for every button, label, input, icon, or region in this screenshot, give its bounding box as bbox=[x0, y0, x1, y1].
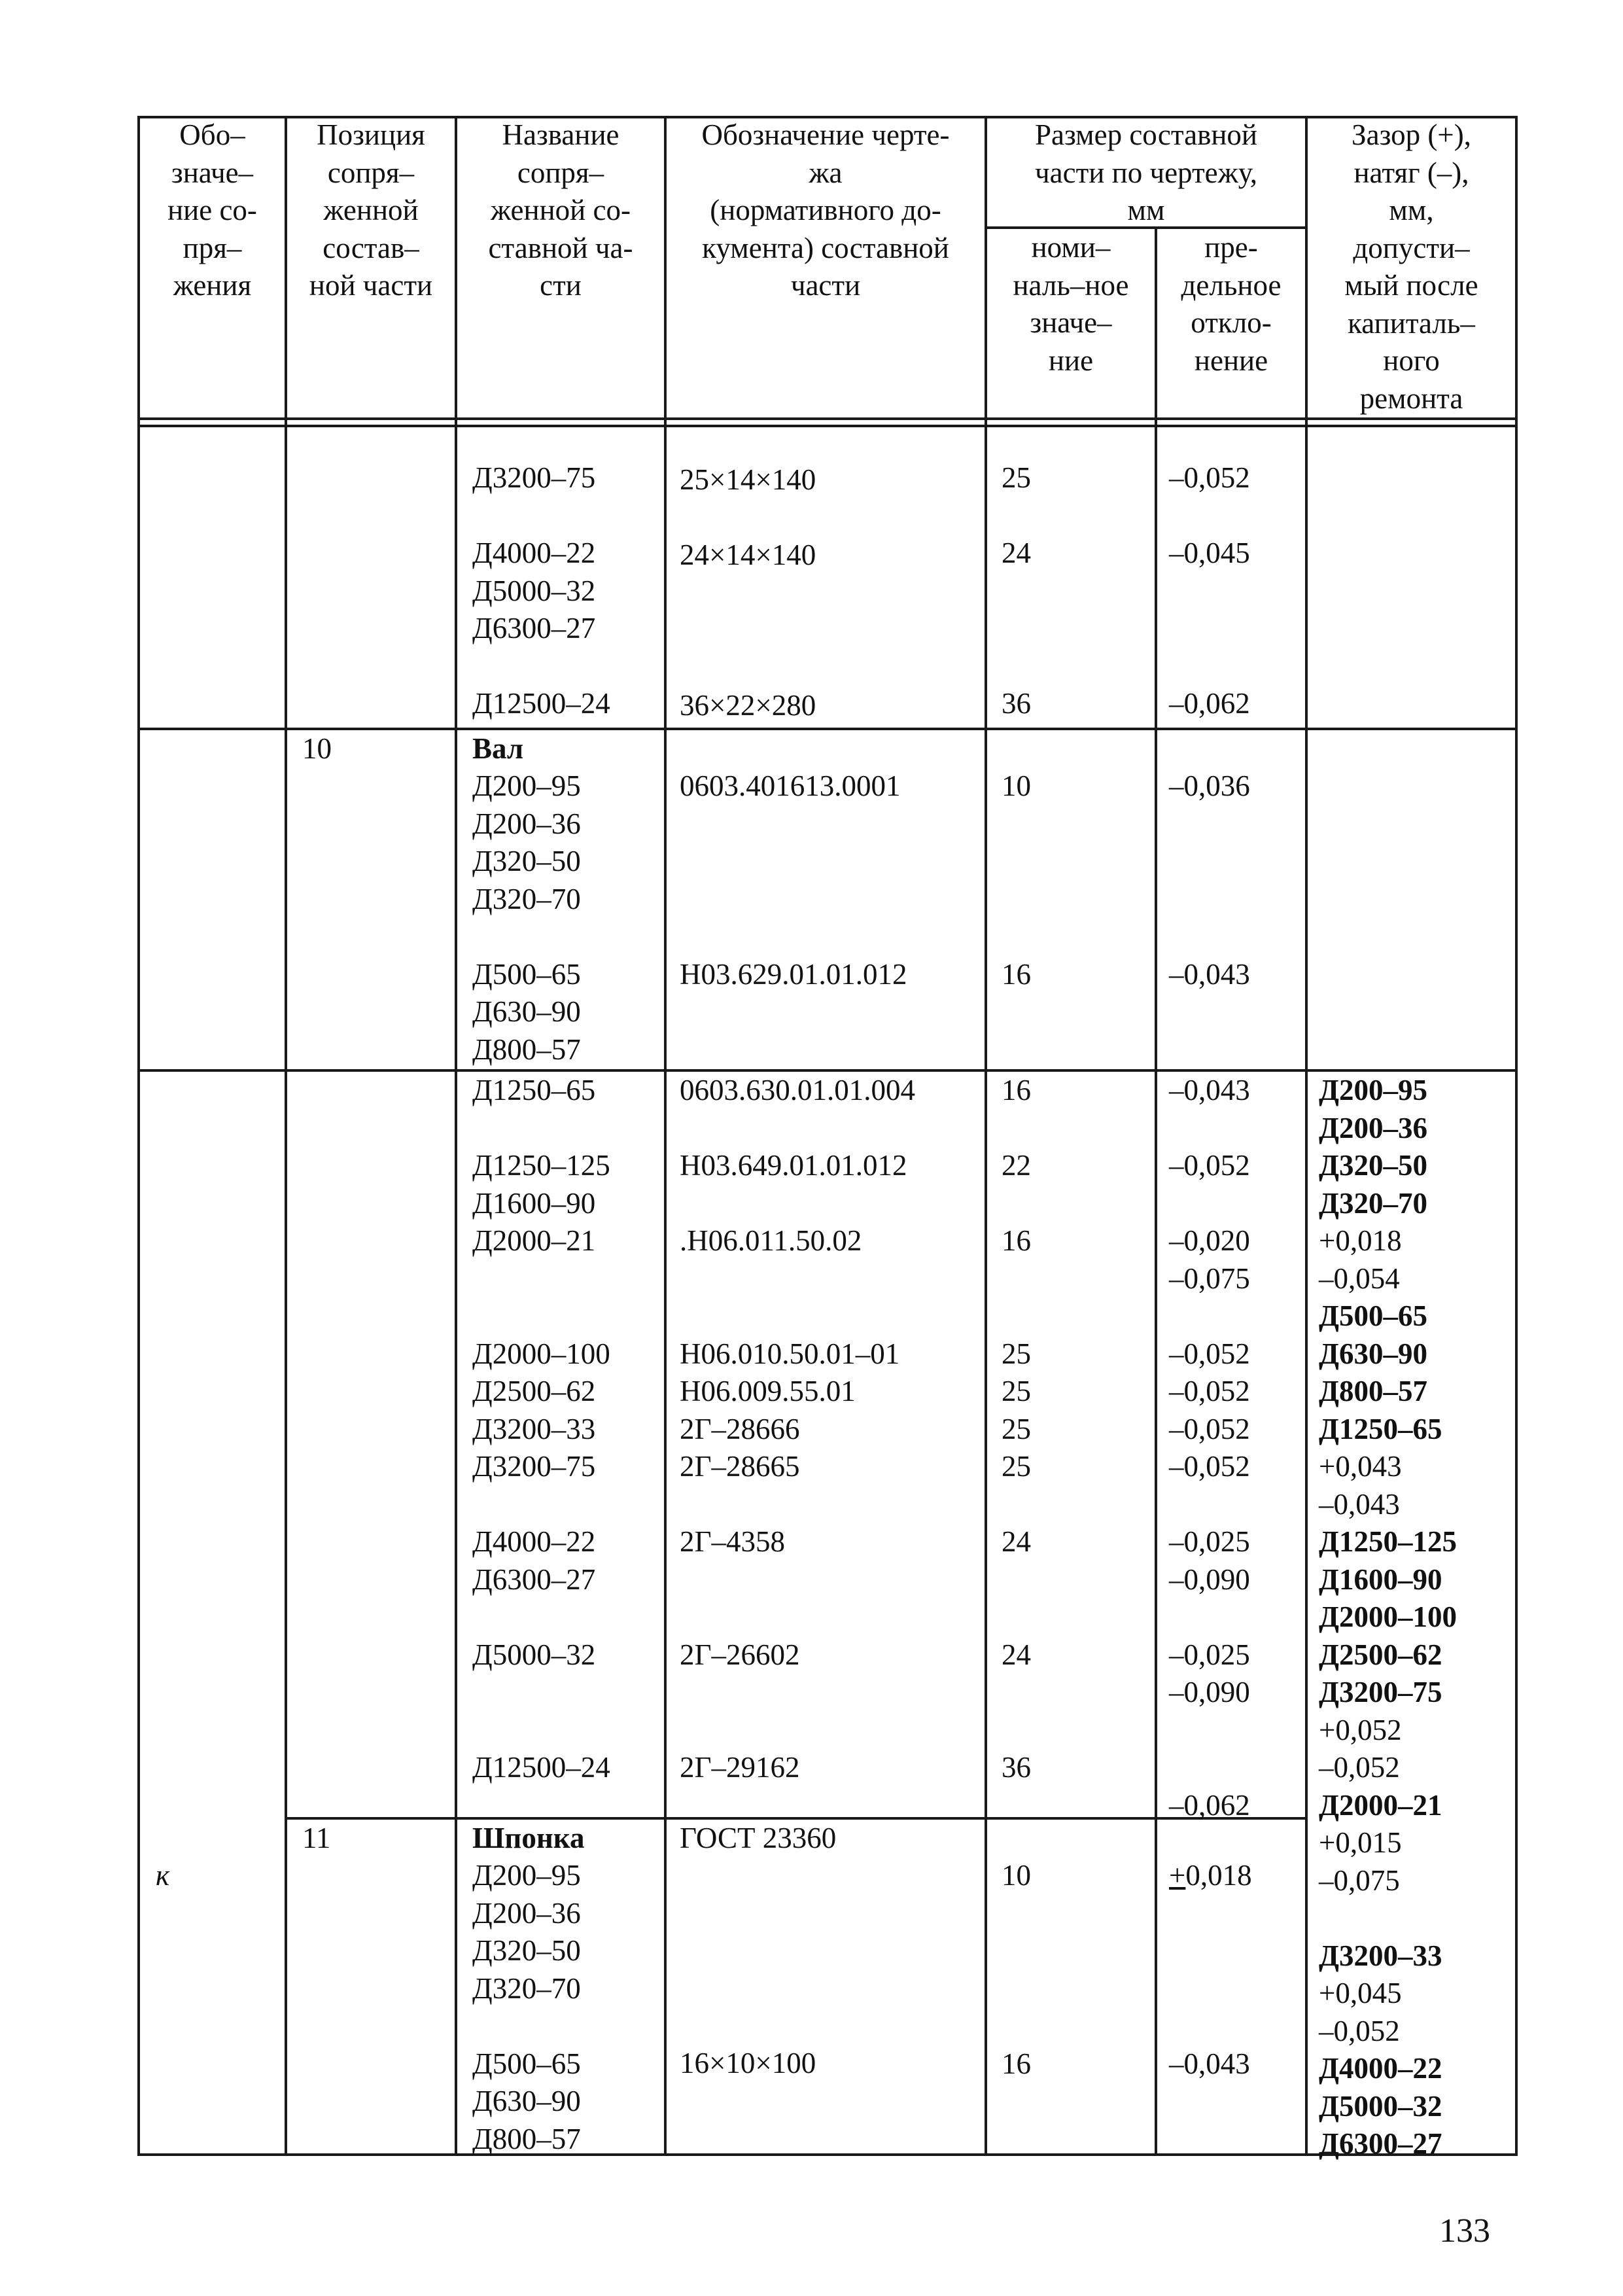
clearance-line: Д3200–75 bbox=[1319, 1676, 1442, 1708]
section4-nominal-values: 10 16 bbox=[1002, 1859, 1031, 2080]
clearance-line: Д320–70 bbox=[1319, 1186, 1427, 1220]
clearance-line: Д2000–100 bbox=[1319, 1600, 1457, 1633]
header-part-name: Название сопря– женной со- ставной ча- сти bbox=[488, 118, 633, 302]
section1-part-names: Д3200–75 Д4000–22 Д5000–32 Д6300–27 Д12500–24 bbox=[472, 461, 610, 720]
clearance-line: Д5000–32 bbox=[1319, 2089, 1442, 2123]
clearance-line: –0,075 bbox=[1319, 1863, 1400, 1897]
clearance-line: –0,054 bbox=[1319, 1262, 1400, 1295]
section3-part-names: Д1250–65 Д1250–125 Д1600–90 Д2000–21 Д2000–100 Д2500–62 Д3200–33 Д3200–75 Д4000–22 Д6300–27 Д5000–32 Д12500–24 bbox=[472, 1074, 610, 1784]
clearance-line: Д3200–33 bbox=[1319, 1939, 1442, 1972]
header-drawing-designation: Обозначение черте- жа (нормативного до- кумента) составной части bbox=[701, 118, 950, 302]
header-nominal-value: номи– наль–ное значе– ние bbox=[1013, 231, 1129, 377]
section4-part-names: Д200–95 Д200–36 Д320–50 Д320–70 Д500–65 Д630–90 Д800–57 bbox=[472, 1859, 581, 2155]
header-clearance-interference: Зазор (+), натяг (–), мм, допусти– мый после капиталь– ного ремонта bbox=[1344, 118, 1478, 415]
clearance-line: Д800–57 bbox=[1319, 1375, 1427, 1407]
clearance-line: Д1250–125 bbox=[1319, 1525, 1457, 1558]
clearance-line: +0,043 bbox=[1319, 1450, 1402, 1483]
header-size-by-drawing: Размер составной части по чертежу, мм bbox=[1034, 118, 1257, 226]
clearance-line: –0,052 bbox=[1319, 2014, 1400, 2047]
clearance-line: Д4000–22 bbox=[1319, 2052, 1442, 2085]
section2-part-name: Вал bbox=[472, 732, 524, 765]
clearance-line: Д200–36 bbox=[1319, 1111, 1427, 1144]
section4-key-size: 16×10×100 bbox=[680, 2047, 816, 2079]
clearance-line: Д630–90 bbox=[1319, 1337, 1427, 1370]
section2-part-names: Д200–95 Д200–36 Д320–50 Д320–70 Д500–65 Д630–90 Д800–57 bbox=[472, 769, 581, 1066]
section4-part-name: Шпонка bbox=[472, 1822, 585, 1854]
section2-deviations: –0,036 –0,043 bbox=[1169, 769, 1250, 991]
section3-deviations: –0,043 –0,052 –0,020 –0,075 –0,052 –0,052 –0,052 –0,052 –0,025 –0,090 –0,025 –0,090 –0,062 bbox=[1169, 1074, 1250, 1822]
clearance-line: –0,043 bbox=[1319, 1487, 1400, 1521]
clearance-line: Д500–65 bbox=[1319, 1299, 1427, 1332]
page-number: 133 bbox=[1439, 2212, 1490, 2250]
clearance-line: Д2500–62 bbox=[1319, 1638, 1442, 1671]
section2-nominal-values: 10 16 bbox=[1002, 769, 1031, 991]
clearance-line: –0,052 bbox=[1319, 1751, 1400, 1784]
clearance-line: Д6300–27 bbox=[1319, 2127, 1442, 2160]
clearance-line: Д1250–65 bbox=[1319, 1412, 1442, 1445]
deviation-value: 0,018 bbox=[1185, 1859, 1252, 1892]
section1-deviations: –0,052 –0,045 –0,062 bbox=[1169, 461, 1250, 720]
header-mate-position: Позиция сопря– женной состав– ной части bbox=[309, 118, 433, 302]
plus-minus-sign: + bbox=[1169, 1859, 1186, 1892]
header-limit-deviation: пре- дельное откло- нение bbox=[1181, 231, 1282, 377]
section4-standard: ГОСТ 23360 bbox=[680, 1822, 837, 1854]
section2-drawings: 0603.401613.0001 Н03.629.01.01.012 bbox=[680, 769, 907, 991]
clearance-line: Д320–50 bbox=[1319, 1149, 1427, 1182]
section3-drawings: 0603.630.01.01.004 Н03.649.01.01.012 .Н06.011.50.02 Н06.010.50.01–01 Н06.009.55.01 2Г–28666 2Г–28665 2Г–4358 2Г–26602 2Г–29162 bbox=[680, 1074, 915, 1784]
header-mate-designation: Обо– значе– ние со- пря– жения bbox=[167, 118, 257, 302]
clearance-line: +0,018 bbox=[1319, 1224, 1402, 1257]
section1-nominal-values: 25 24 36 bbox=[1002, 461, 1031, 720]
clearance-line: +0,015 bbox=[1319, 1826, 1402, 1859]
clearance-line: +0,052 bbox=[1319, 1713, 1402, 1746]
clearance-line bbox=[1319, 1899, 1457, 1937]
section2-position: 10 bbox=[302, 732, 332, 765]
section3-nominal-values: 16 22 16 25 25 25 25 24 24 36 bbox=[1002, 1074, 1031, 1784]
clearance-line: Д2000–21 bbox=[1319, 1788, 1442, 1822]
clearance-column bbox=[1319, 1072, 1457, 2163]
section4-deviations: –0,043 bbox=[1169, 2047, 1250, 2080]
section1-drawings: 25×14×140 24×14×140 36×22×280 bbox=[680, 463, 816, 722]
mate-designation-mark: к bbox=[156, 1859, 170, 1892]
section4-position: 11 bbox=[302, 1822, 331, 1854]
clearance-line: Д1600–90 bbox=[1319, 1563, 1442, 1596]
clearance-line: +0,045 bbox=[1319, 1977, 1402, 2009]
clearance-line: Д200–95 bbox=[1319, 1074, 1427, 1106]
